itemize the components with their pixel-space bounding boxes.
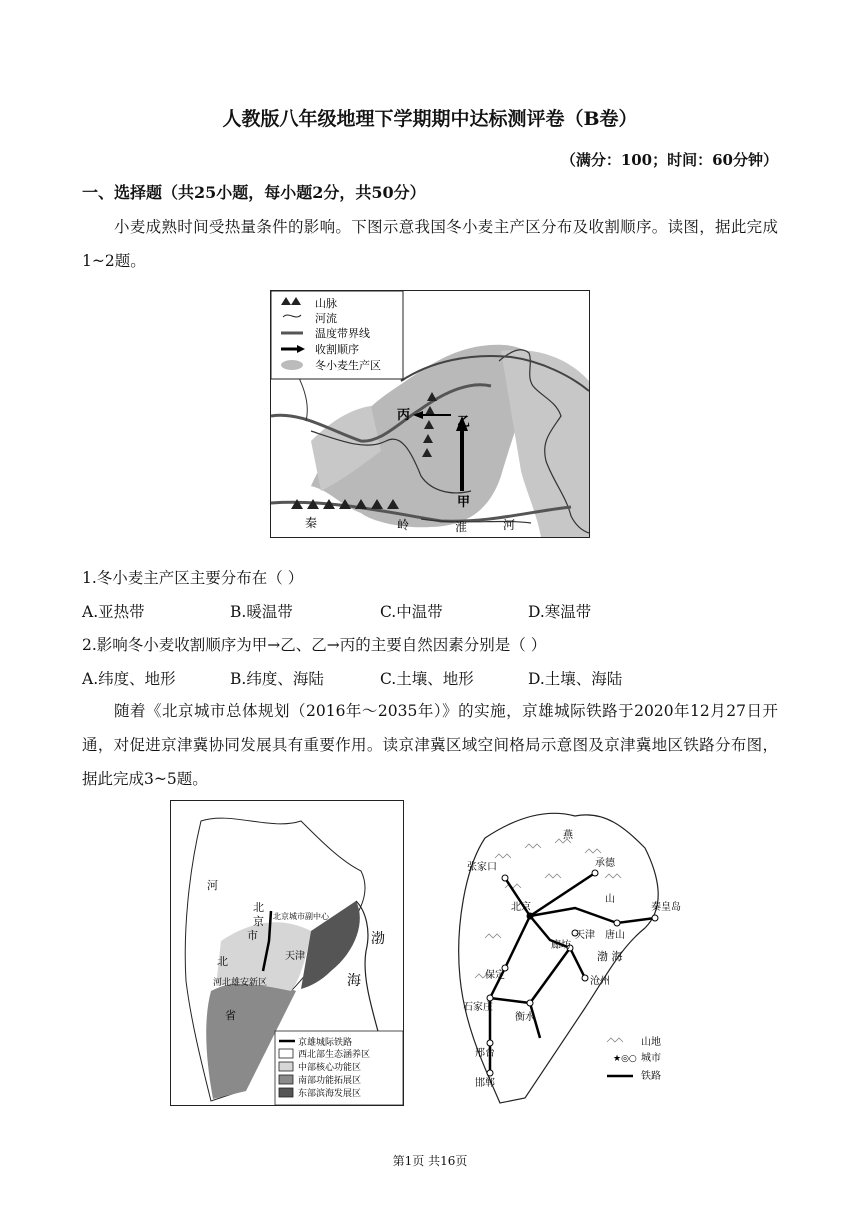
label-tianjin: 天津: [285, 951, 305, 962]
intro-paragraph-1: 小麦成熟时间受热量条件的影响。下图示意我国冬小麦主产区分布及收割顺序。读图，据此完成1~2题。: [82, 218, 778, 270]
winter-wheat-map: [270, 290, 590, 538]
legend-east-icon: [279, 1088, 293, 1097]
label-shi: 市: [247, 929, 258, 942]
label-he: 河: [207, 879, 218, 892]
legend-label: 东部滨海发展区: [298, 1089, 362, 1099]
city-label: 沧州: [590, 976, 610, 987]
legend-south-icon: [279, 1075, 293, 1084]
option-a[interactable]: A.亚热带: [82, 603, 145, 621]
city-beijing-marker: [527, 913, 534, 920]
label-bo: 渤: [371, 931, 385, 947]
city-label: 邢台: [475, 1048, 495, 1059]
label-jing: 京: [253, 915, 264, 928]
label-yan: 燕: [563, 830, 573, 841]
label-core: 北京城市副中心: [273, 912, 329, 921]
label-jia: 甲: [457, 495, 471, 510]
label-he: 河: [503, 518, 516, 532]
label-yi: 乙: [457, 415, 471, 430]
page-footer: 第1页 共16页: [392, 1154, 468, 1168]
option-c[interactable]: C.中温带: [380, 603, 443, 621]
railway-map: [445, 798, 695, 1108]
question-1: 1.冬小麦主产区主要分布在（ ）: [82, 569, 304, 587]
legend-label: 南部功能拓展区: [298, 1076, 362, 1086]
spatial-pattern-map-svg: [171, 801, 403, 1105]
option-b[interactable]: B.纬度、海陆: [230, 670, 324, 688]
exam-info: （满分：100；时间：60分钟）: [560, 151, 778, 169]
question-2: 2.影响冬小麦收割顺序为甲→乙、乙→丙的主要自然因素分别是（ ）: [82, 636, 547, 654]
label-ling: 岭: [397, 518, 410, 532]
railway-map-svg: [445, 798, 695, 1108]
label-huai: 淮: [455, 520, 468, 534]
city-symbol-icon: ★◎○: [613, 1054, 637, 1064]
winter-wheat-map-svg: [271, 291, 589, 537]
legend-core-icon: [279, 1062, 293, 1071]
city-label: 唐山: [605, 930, 625, 941]
option-a[interactable]: A.纬度、地形: [82, 670, 176, 688]
label-bei: 北: [253, 901, 264, 914]
legend-label: 城市: [641, 1053, 661, 1064]
city-label: 承德: [595, 858, 615, 869]
spatial-pattern-map: [170, 800, 404, 1106]
label-xiongan: 河北雄安新区: [213, 978, 268, 988]
intro-paragraph-2: 随着《北京城市总体规划（2016年～2035年）》的实施，京雄城际铁路于2020年12月27日开通，对促进京津冀协同发展具有重要作用。读京津冀区域空间格局示意图及京津冀地区铁路分布图，据此完成3~5题。: [82, 702, 778, 788]
option-c[interactable]: C.土壤、地形: [380, 670, 474, 688]
city-label: 衡水: [515, 1012, 535, 1023]
label-hai: 海: [347, 973, 361, 989]
legend-label: 冬小麦生产区: [315, 359, 381, 372]
option-d[interactable]: D.寒温带: [528, 603, 592, 621]
legend-label: 河流: [315, 312, 337, 325]
legend-label: 山脉: [315, 297, 337, 310]
option-d[interactable]: D.土壤、海陆: [528, 670, 623, 688]
legend-label: 中部核心功能区: [298, 1063, 362, 1073]
legend-label: 收割顺序: [315, 343, 359, 356]
city-label: 保定: [485, 970, 505, 981]
label-sheng: 省: [225, 1009, 236, 1022]
city-label: 北京: [511, 902, 531, 913]
city-label: 天津: [575, 930, 595, 941]
legend-ecology-icon: [279, 1049, 293, 1058]
city-label: 石家庄: [463, 1002, 493, 1013]
legend-label: 西北部生态涵养区: [298, 1050, 371, 1060]
legend-label: 铁路: [641, 1071, 661, 1082]
legend-wheat-icon: [281, 360, 303, 370]
label-bing: 丙: [397, 408, 411, 423]
city-label: 秦皇岛: [651, 902, 681, 913]
label-shan: 山: [605, 894, 615, 905]
section-heading: 一、选择题（共25小题，每小题2分，共50分）: [82, 183, 426, 202]
option-b[interactable]: B.暖温带: [230, 603, 293, 621]
page-title: 人教版八年级地理下学期期中达标测评卷（B卷）: [222, 108, 638, 130]
label-qin: 秦: [305, 516, 318, 530]
city-label: 邯郸: [475, 1078, 495, 1089]
label-bohai: 渤 海: [597, 950, 623, 963]
legend-label: 温度带界线: [315, 327, 370, 340]
label-bei2: 北: [217, 955, 228, 968]
city-label: 张家口: [467, 862, 497, 873]
legend-label: 京雄城际铁路: [298, 1038, 353, 1048]
city-label: 廊坊: [551, 940, 571, 951]
legend-label: 山地: [641, 1037, 661, 1048]
legend-mountain-icon: [607, 1038, 623, 1042]
